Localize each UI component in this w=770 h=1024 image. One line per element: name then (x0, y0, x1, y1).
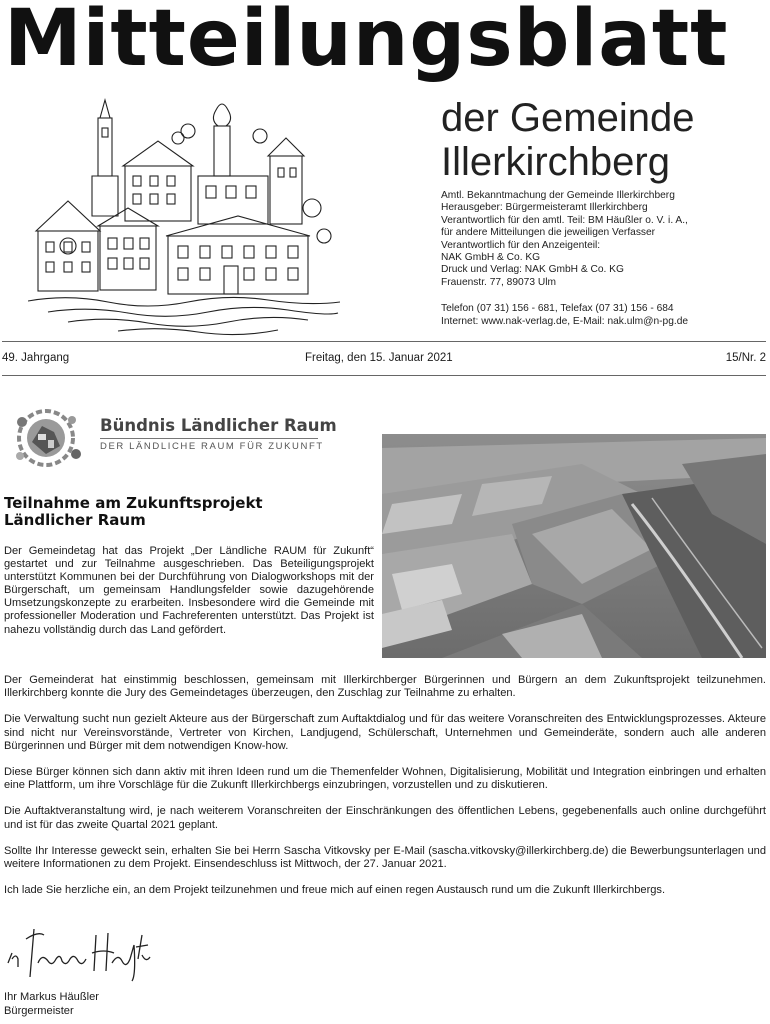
imprint-line: Frauenstr. 77, 89073 Ulm (441, 276, 556, 288)
buendnis-logo-icon (8, 402, 94, 472)
imprint-block (441, 190, 766, 289)
imprint-line: Verantwortlich für den Anzeigenteil: (441, 239, 601, 251)
article-body (4, 674, 766, 910)
issue-number: 15/Nr. 2 (725, 352, 766, 364)
article-paragraph: Die Auftaktveranstaltung wird, je nach weiterem Voranschreiten der Einschränkungen des öffentlichen Lebens, gegebenenfalls auch online durchgeführt und ist für das zweite Quartal 2021 geplant. (4, 805, 766, 831)
masthead-subtitle-line2: Illerkirchberg (441, 140, 670, 184)
town-illustration (28, 96, 340, 336)
article-paragraph: Sollte Ihr Interesse geweckt sein, erhalten Sie bei Herrn Sascha Vitkovsky per E-Mail (sascha.vitkovsky@illerkirchberg.de) die Bewerbungsunterlagen und weitere Informationen zu dem Projekt. Einsendeschluss ist Mittwoch, der 27. Januar 2021. (4, 844, 766, 871)
article-intro: Der Gemeindetag hat das Projekt „Der Ländliche RAUM für Zukunft“ gestartet und zur Teilnahme ausgeschrieben. Das Beteiligungsprojekt unterstützt Kommunen bei der Durchführung von Dialogworkshops mit der Bürgerschaft, um gemeinsam Handlungsfelder sowie dazugehörende Umsetzungskonzepte zu erarbeiten. Insbesondere wird die Gemeinde mit professioneller Moderation und Fachreferenten unterstützt. Das Projekt ist nahezu vollständig durch das Land gefördert. (4, 545, 374, 636)
signoff-name: Ihr Markus Häußler (4, 991, 99, 1003)
mayor-signature (4, 925, 154, 985)
logo-divider (100, 438, 318, 439)
article-headline-line2: Ländlicher Raum (4, 511, 146, 529)
imprint-line: Amtl. Bekanntmachung der Gemeinde Illerkirchberg (441, 190, 675, 201)
imprint-line: Verantwortlich für den amtl. Teil: BM Häußler o. V. i. A., (441, 214, 688, 226)
logo-title: Bündnis Ländlicher Raum (100, 416, 337, 435)
issue-meta-bar (2, 352, 766, 370)
logo-tagline: DER LÄNDLICHE RAUM FÜR ZUKUNFT (100, 441, 324, 452)
issue-date: Freitag, den 15. Januar 2021 (305, 352, 453, 364)
article-headline (4, 495, 364, 529)
contact-internet: Internet: www.nak-verlag.de, E-Mail: nak.ulm@n-pg.de (441, 315, 689, 327)
issue-volume: 49. Jahrgang (2, 352, 70, 364)
imprint-line: für andere Mitteilungen die jeweiligen Verfasser (441, 227, 656, 239)
aerial-photo (382, 434, 766, 658)
imprint-line: Druck und Verlag: NAK GmbH & Co. KG (441, 264, 624, 276)
article-paragraph: Ich lade Sie herzliche ein, an dem Projekt teilzunehmen und freue mich auf einen regen Austausch rund um die Zukunft Illerkirchbergs. (4, 884, 666, 897)
signoff-block (4, 991, 99, 1018)
signoff-title: Bürgermeister (4, 1004, 74, 1017)
imprint-line: Herausgeber: Bürgermeisteramt Illerkirchberg (441, 202, 648, 214)
article-paragraph: Der Gemeinderat hat einstimmig beschlossen, gemeinsam mit Illerkirchberger Bürgerinnen und Bürgern an dem Zukunftsprojekt teilzunehmen. Illerkirchberg konnte die Jury des Gemeindetages überzeugen, den Zuschlag zur Teilnahme zu erhalten. (4, 674, 766, 700)
divider-top (2, 341, 766, 342)
article-paragraph: Diese Bürger können sich dann aktiv mit ihren Ideen rund um die Themenfelder Wohnen, Digitalisierung, Mobilität und Integration einbringen und erhalten eine Plattform, um ihre Vorschläge für die Zukunft Illerkirchbergs einzubringen, vorzustellen und zu diskutieren. (4, 766, 766, 792)
contact-block (441, 303, 688, 328)
article-headline-line1: Teilnahme am Zukunftsprojekt (4, 494, 263, 512)
masthead-subtitle-line1: der Gemeinde (441, 96, 695, 140)
divider-bottom (2, 375, 766, 376)
article-paragraph: Die Verwaltung sucht nun gezielt Akteure aus der Bürgerschaft zum Auftaktdialog und für das weitere Voranschreiten des Entwicklungsprozesses. Akteure sind nicht nur Vereinsvorstände, Vertreter von Kirchen, Landjugend, Schülerschaft, Unternehmen und Gemeinderäte, sondern auch alle anderen Bürgerinnen und Bürger mit dem notwendigen Know-how. (4, 713, 766, 752)
contact-phone: Telefon (07 31) 156 - 681, Telefax (07 31) 156 - 684 (441, 303, 674, 314)
masthead-title: Mitteilungsblatt (4, 0, 729, 84)
imprint-line: NAK GmbH & Co. KG (441, 252, 541, 264)
